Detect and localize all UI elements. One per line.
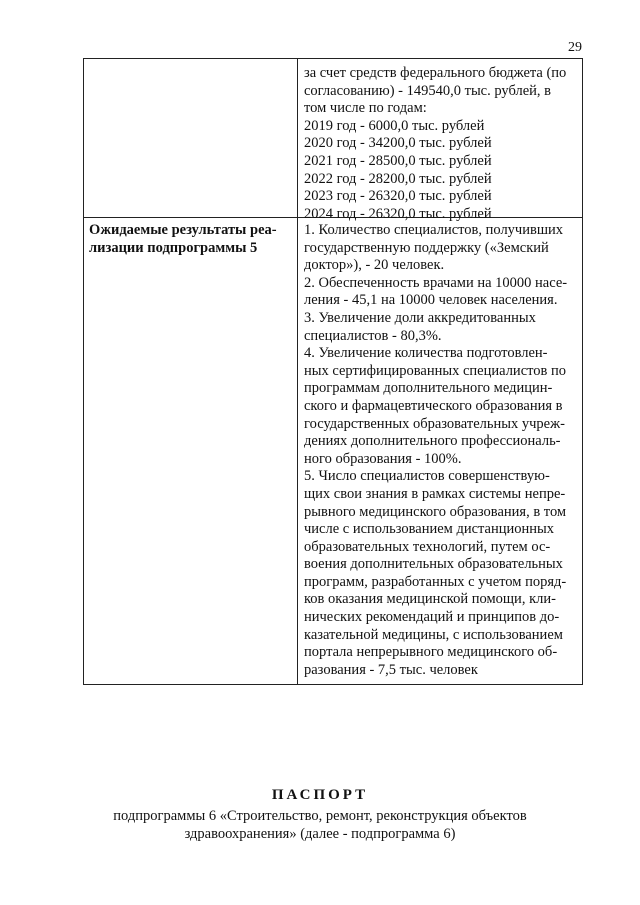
passport-subtitle: подпрограммы 6 «Строительство, ремонт, реконструкция объектов здравоохранения» (далее - подпрограмма 6) [113, 808, 527, 842]
expected-results-cell: 1. Количество специалистов, получивших государственную поддержку («Земский доктор»), - 20 человек. 2. Обеспеченность врачами на 10000 насе- ления - 45,1 на 10000 человек населения. 3. Увеличение доли аккредитованных специалистов - 80,3%. 4. Увеличение количества подготовлен- ных сертифицированных специалистов по программам дополнительного медицин- ского и фармацевтического образования в государственных образовательных учреж- дениях дополнительного профессиональ- ного образования - 100%. 5. Число специалистов совершенствую- щих свои знания в рамках системы непре- рывного медицинского образования, в том числе с использованием дистанционных образовательных технологий, путем ос- воения дополнительных образовательных программ, разработанных с учетом поряд- ков оказания медицинской помощи, кли- нических рекомендаций и принципов до- казательной медицины, с использованием портала непрерывного медицинского об- разования - 7,5 тыс. человек [304, 222, 568, 678]
column-divider [297, 59, 298, 684]
passport-title: ПАСПОРТ [271, 787, 369, 803]
subprogram-table [83, 58, 583, 685]
page-number: 29 [568, 40, 582, 55]
expected-results-label: Ожидаемые результаты реа- лизации подпрограммы 5 [89, 222, 277, 256]
funding-cell: за счет средств федерального бюджета (по согласованию) - 149540,0 тыс. рублей, в том числе по годам: 2019 год - 6000,0 тыс. рублей 2020 год - 34200,0 тыс. рублей 2021 год - 28500,0 тыс. рублей 2022 год - 28200,0 тыс. рублей 2023 год - 26320,0 тыс. рублей 2024 год - 26320,0 тыс. рублей [304, 65, 567, 222]
